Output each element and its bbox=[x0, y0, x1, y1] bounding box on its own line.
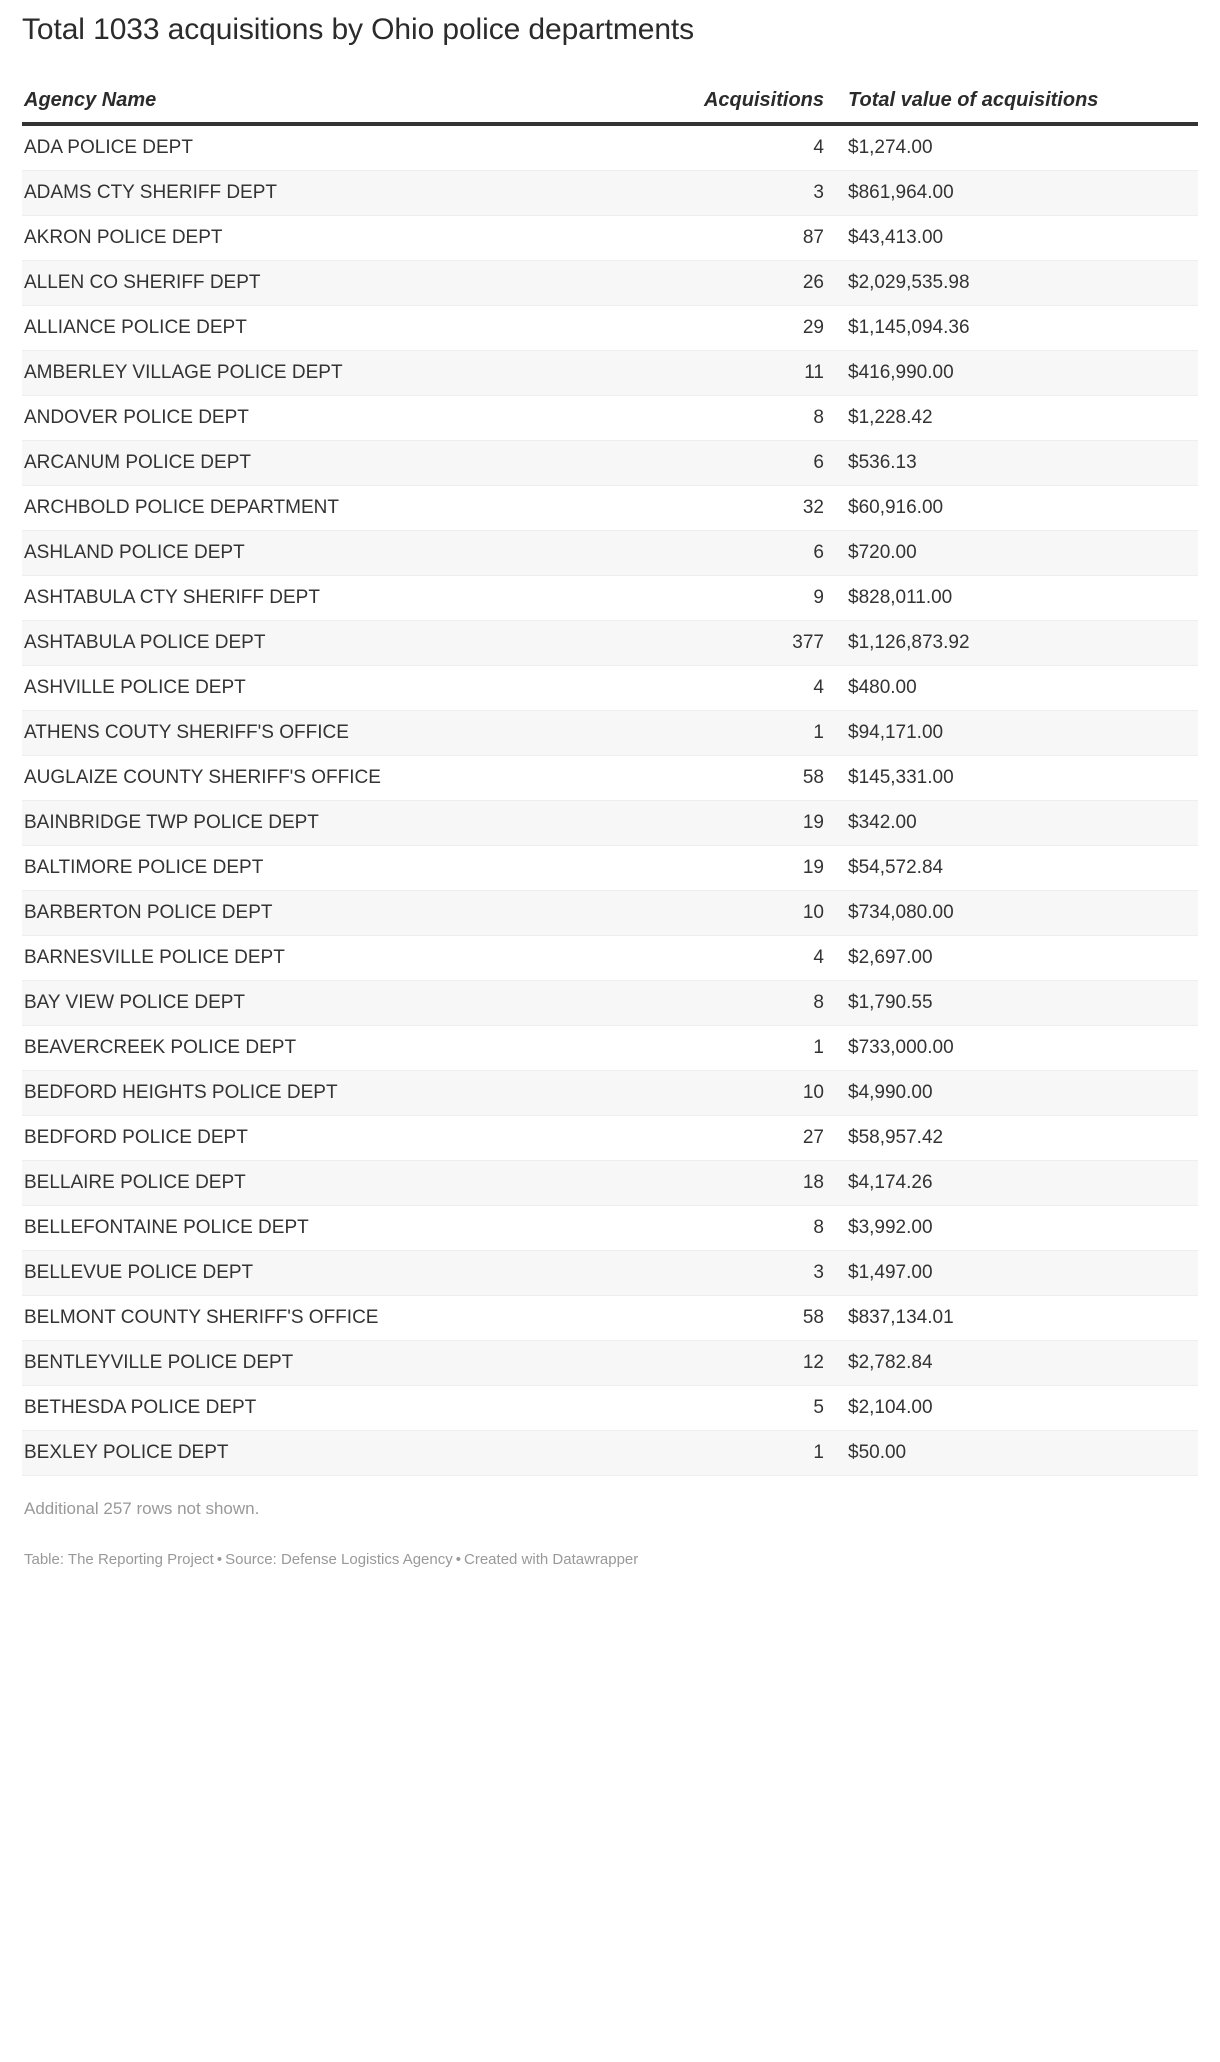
table-row bbox=[22, 801, 1198, 846]
page-title: Total 1033 acquisitions by Ohio police departments bbox=[22, 13, 695, 46]
table-row bbox=[22, 936, 1198, 981]
cell-agency-name: BEXLEY POLICE DEPT bbox=[22, 1431, 658, 1476]
cell-agency-name: BAINBRIDGE TWP POLICE DEPT bbox=[22, 801, 658, 846]
cell-acquisitions: 11 bbox=[658, 351, 834, 396]
cell-total-value: $50.00 bbox=[834, 1431, 1198, 1476]
cell-agency-name: ASHVILLE POLICE DEPT bbox=[22, 666, 658, 711]
cell-agency-name: BELMONT COUNTY SHERIFF'S OFFICE bbox=[22, 1296, 658, 1341]
cell-acquisitions: 1 bbox=[658, 1431, 834, 1476]
cell-total-value: $1,790.55 bbox=[834, 981, 1198, 1026]
cell-acquisitions: 58 bbox=[658, 1296, 834, 1341]
cell-total-value: $43,413.00 bbox=[834, 216, 1198, 261]
cell-agency-name: BEDFORD POLICE DEPT bbox=[22, 1116, 658, 1161]
credit-separator-2: • bbox=[455, 1551, 462, 1568]
cell-acquisitions: 8 bbox=[658, 396, 834, 441]
cell-agency-name: ADA POLICE DEPT bbox=[22, 124, 658, 171]
cell-agency-name: AKRON POLICE DEPT bbox=[22, 216, 658, 261]
cell-total-value: $1,497.00 bbox=[834, 1251, 1198, 1296]
table-row bbox=[22, 216, 1198, 261]
cell-acquisitions: 29 bbox=[658, 306, 834, 351]
cell-total-value: $60,916.00 bbox=[834, 486, 1198, 531]
cell-acquisitions: 9 bbox=[658, 576, 834, 621]
cell-total-value: $2,029,535.98 bbox=[834, 261, 1198, 306]
cell-agency-name: ALLIANCE POLICE DEPT bbox=[22, 306, 658, 351]
table-header-row bbox=[22, 88, 1198, 124]
cell-acquisitions: 10 bbox=[658, 891, 834, 936]
cell-total-value: $1,274.00 bbox=[834, 124, 1198, 171]
cell-agency-name: BARBERTON POLICE DEPT bbox=[22, 891, 658, 936]
credit-table: Table: The Reporting Project bbox=[24, 1551, 214, 1568]
table-header bbox=[22, 88, 1198, 124]
table-row bbox=[22, 171, 1198, 216]
cell-total-value: $1,228.42 bbox=[834, 396, 1198, 441]
cell-total-value: $734,080.00 bbox=[834, 891, 1198, 936]
acquisitions-table bbox=[22, 88, 1198, 1476]
table-row bbox=[22, 621, 1198, 666]
cell-acquisitions: 58 bbox=[658, 756, 834, 801]
cell-agency-name: ASHTABULA CTY SHERIFF DEPT bbox=[22, 576, 658, 621]
table-row bbox=[22, 441, 1198, 486]
cell-acquisitions: 1 bbox=[658, 711, 834, 756]
cell-agency-name: BELLEFONTAINE POLICE DEPT bbox=[22, 1206, 658, 1251]
cell-acquisitions: 19 bbox=[658, 801, 834, 846]
table-row bbox=[22, 576, 1198, 621]
table-row bbox=[22, 1296, 1198, 1341]
cell-acquisitions: 5 bbox=[658, 1386, 834, 1431]
cell-acquisitions: 4 bbox=[658, 936, 834, 981]
column-header-total-value[interactable]: Total value of acquisitions bbox=[834, 88, 1198, 124]
cell-total-value: $828,011.00 bbox=[834, 576, 1198, 621]
cell-agency-name: ATHENS COUTY SHERIFF'S OFFICE bbox=[22, 711, 658, 756]
cell-agency-name: AMBERLEY VILLAGE POLICE DEPT bbox=[22, 351, 658, 396]
cell-total-value: $416,990.00 bbox=[834, 351, 1198, 396]
cell-agency-name: ADAMS CTY SHERIFF DEPT bbox=[22, 171, 658, 216]
cell-total-value: $145,331.00 bbox=[834, 756, 1198, 801]
cell-agency-name: BELLAIRE POLICE DEPT bbox=[22, 1161, 658, 1206]
cell-agency-name: ASHTABULA POLICE DEPT bbox=[22, 621, 658, 666]
table-row bbox=[22, 1206, 1198, 1251]
cell-agency-name: ANDOVER POLICE DEPT bbox=[22, 396, 658, 441]
cell-total-value: $4,174.26 bbox=[834, 1161, 1198, 1206]
table-row bbox=[22, 396, 1198, 441]
table-row bbox=[22, 1071, 1198, 1116]
cell-total-value: $1,126,873.92 bbox=[834, 621, 1198, 666]
cell-total-value: $2,104.00 bbox=[834, 1386, 1198, 1431]
cell-acquisitions: 4 bbox=[658, 124, 834, 171]
cell-acquisitions: 10 bbox=[658, 1071, 834, 1116]
cell-acquisitions: 1 bbox=[658, 1026, 834, 1071]
cell-agency-name: ARCHBOLD POLICE DEPARTMENT bbox=[22, 486, 658, 531]
table-row bbox=[22, 846, 1198, 891]
credits bbox=[22, 1550, 1198, 1570]
cell-total-value: $2,782.84 bbox=[834, 1341, 1198, 1386]
cell-acquisitions: 377 bbox=[658, 621, 834, 666]
cell-agency-name: ARCANUM POLICE DEPT bbox=[22, 441, 658, 486]
cell-agency-name: BENTLEYVILLE POLICE DEPT bbox=[22, 1341, 658, 1386]
cell-acquisitions: 3 bbox=[658, 171, 834, 216]
cell-total-value: $54,572.84 bbox=[834, 846, 1198, 891]
table-row bbox=[22, 1026, 1198, 1071]
table-row bbox=[22, 1431, 1198, 1476]
cell-total-value: $4,990.00 bbox=[834, 1071, 1198, 1116]
cell-acquisitions: 8 bbox=[658, 981, 834, 1026]
cell-total-value: $733,000.00 bbox=[834, 1026, 1198, 1071]
cell-agency-name: BETHESDA POLICE DEPT bbox=[22, 1386, 658, 1431]
credit-source: Source: Defense Logistics Agency bbox=[225, 1551, 453, 1568]
table-row bbox=[22, 756, 1198, 801]
cell-acquisitions: 3 bbox=[658, 1251, 834, 1296]
column-header-agency[interactable]: Agency Name bbox=[22, 88, 658, 124]
table-row bbox=[22, 981, 1198, 1026]
credit-tool[interactable]: Created with Datawrapper bbox=[464, 1551, 639, 1568]
table-row bbox=[22, 1161, 1198, 1206]
rows-not-shown-note: Additional 257 rows not shown. bbox=[24, 1499, 260, 1518]
table-row bbox=[22, 351, 1198, 396]
table-row bbox=[22, 486, 1198, 531]
credit-separator-1: • bbox=[216, 1551, 223, 1568]
column-header-acquisitions[interactable]: Acquisitions bbox=[658, 88, 834, 124]
cell-agency-name: BARNESVILLE POLICE DEPT bbox=[22, 936, 658, 981]
table-row bbox=[22, 1116, 1198, 1161]
cell-acquisitions: 4 bbox=[658, 666, 834, 711]
cell-acquisitions: 18 bbox=[658, 1161, 834, 1206]
cell-agency-name: ALLEN CO SHERIFF DEPT bbox=[22, 261, 658, 306]
cell-agency-name: BELLEVUE POLICE DEPT bbox=[22, 1251, 658, 1296]
table-body bbox=[22, 124, 1198, 1476]
table-row bbox=[22, 1251, 1198, 1296]
cell-total-value: $536.13 bbox=[834, 441, 1198, 486]
cell-total-value: $1,145,094.36 bbox=[834, 306, 1198, 351]
table-row bbox=[22, 261, 1198, 306]
cell-acquisitions: 8 bbox=[658, 1206, 834, 1251]
cell-agency-name: BAY VIEW POLICE DEPT bbox=[22, 981, 658, 1026]
cell-total-value: $94,171.00 bbox=[834, 711, 1198, 756]
cell-total-value: $720.00 bbox=[834, 531, 1198, 576]
cell-total-value: $342.00 bbox=[834, 801, 1198, 846]
cell-total-value: $3,992.00 bbox=[834, 1206, 1198, 1251]
cell-total-value: $480.00 bbox=[834, 666, 1198, 711]
cell-acquisitions: 12 bbox=[658, 1341, 834, 1386]
cell-acquisitions: 27 bbox=[658, 1116, 834, 1161]
table-row bbox=[22, 891, 1198, 936]
table-row bbox=[22, 666, 1198, 711]
table-row bbox=[22, 1386, 1198, 1431]
cell-agency-name: AUGLAIZE COUNTY SHERIFF'S OFFICE bbox=[22, 756, 658, 801]
table-row bbox=[22, 531, 1198, 576]
table-row bbox=[22, 306, 1198, 351]
cell-acquisitions: 6 bbox=[658, 531, 834, 576]
cell-total-value: $837,134.01 bbox=[834, 1296, 1198, 1341]
cell-agency-name: BALTIMORE POLICE DEPT bbox=[22, 846, 658, 891]
cell-acquisitions: 6 bbox=[658, 441, 834, 486]
cell-agency-name: ASHLAND POLICE DEPT bbox=[22, 531, 658, 576]
cell-agency-name: BEAVERCREEK POLICE DEPT bbox=[22, 1026, 658, 1071]
cell-total-value: $2,697.00 bbox=[834, 936, 1198, 981]
table-row bbox=[22, 1341, 1198, 1386]
cell-agency-name: BEDFORD HEIGHTS POLICE DEPT bbox=[22, 1071, 658, 1116]
cell-acquisitions: 87 bbox=[658, 216, 834, 261]
cell-total-value: $861,964.00 bbox=[834, 171, 1198, 216]
cell-acquisitions: 19 bbox=[658, 846, 834, 891]
cell-acquisitions: 32 bbox=[658, 486, 834, 531]
table-row bbox=[22, 711, 1198, 756]
table-row bbox=[22, 124, 1198, 171]
cell-total-value: $58,957.42 bbox=[834, 1116, 1198, 1161]
cell-acquisitions: 26 bbox=[658, 261, 834, 306]
